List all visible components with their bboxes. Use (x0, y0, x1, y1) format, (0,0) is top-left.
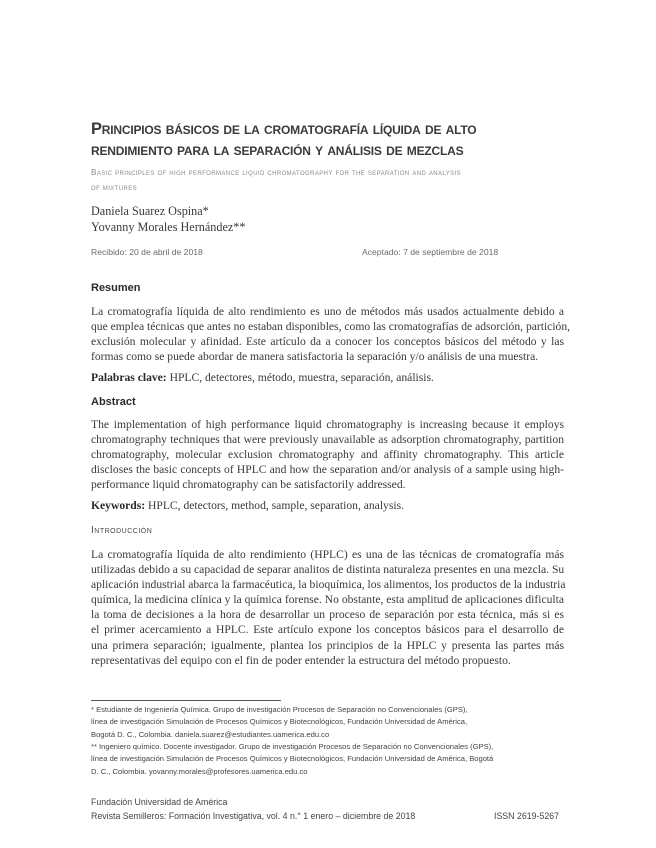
introduccion-line: aplicación industrial abarca la farmacéutica, la bioquímica, los alimentos, los productos de la industria (91, 578, 566, 592)
footer-issn: ISSN 2619-5267 (494, 811, 560, 821)
abstract-line: The implementation of high performance liquid chromatography is increasing because it employs (91, 418, 564, 431)
introduccion-line: La cromatografía líquida de alto rendimiento (HPLC) es una de las técnicas de cromatografía más (91, 548, 564, 561)
resumen-line: formas como se puede abordar de manera satisfactoria la separación y/o análisis de una muestra. (91, 350, 539, 364)
footnote-line: Bogotá D. C., Colombia. daniela.suarez@estudiantes.uamerica.edu.co (91, 729, 330, 739)
keywords-values: HPLC, detectors, method, sample, separation, analysis. (148, 499, 404, 512)
footnote-1 (91, 704, 566, 741)
article-title (91, 119, 571, 161)
subtitle-line-2: of mixtures (91, 183, 138, 192)
abstract-line: chromatography, molecular exclusion chromatography and affinity chromatography. This article (91, 448, 564, 462)
accepted-date: Aceptado: 7 de septiembre de 2018 (362, 247, 499, 257)
article-title-line-1: Principios básicos de la cromatografía líquida de alto (91, 120, 477, 138)
author-list (91, 203, 245, 235)
palabras-clave (91, 370, 564, 385)
footnote-line: línea de investigación Simulación de Procesos Químicos y Biotecnológicos, Fundación Universidad de América, (91, 717, 468, 727)
abstract-heading: Abstract (91, 396, 136, 408)
footnote-line: ** Ingeniero químico. Docente investigador. Grupo de investigación Procesos de Separación no Convencionales (GPS), (91, 742, 494, 751)
author-1: Daniela Suarez Ospina* (91, 204, 209, 218)
footnote-line: línea de investigación Simulación de Procesos Químicos y Biotecnológicos, Fundación Universidad de América, Bogotá (91, 754, 494, 764)
abstract-paragraph (91, 417, 564, 492)
abstract-line: performance liquid chromatography can be satisfactorily addressed. (91, 478, 406, 492)
footnote-divider (91, 700, 281, 701)
article-subtitle-english (91, 165, 571, 195)
author-2: Yovanny Morales Hernández** (91, 220, 246, 234)
footnote-2 (91, 741, 566, 778)
footnote-line: * Estudiante de Ingeniería Química. Grupo de investigación Procesos de Separación no Convencionales (GPS), (91, 705, 468, 714)
received-date: Recibido: 20 de abril de 2018 (91, 247, 203, 257)
subtitle-line-1: Basic principles of high performance liquid chromatography for the separation and analysis (91, 168, 461, 177)
introduccion-line: el primer acercamiento a HPLC. Este artículo expone los conceptos básicos para el desarrollo de (91, 623, 564, 637)
introduccion-line: utilizadas debido a su capacidad de separar analitos de distinta naturaleza presentes en una mezcla. Su (91, 563, 565, 577)
introduccion-paragraph (91, 547, 564, 668)
introduccion-line: química, la medicina clínica y la química forense. No obstante, esta amplitud de aplicaciones dificulta (91, 593, 564, 607)
resumen-paragraph (91, 304, 571, 364)
introduccion-line: una primera separación; igualmente, plantea los principios de la HPLC y presenta las partes más (91, 638, 564, 652)
resumen-line: exclusión molecular y afinidad. Este artículo da a conocer los conceptos básicos del método y las (91, 335, 564, 349)
introduccion-line: la toma de decisiones a la hora de desarrollar un proceso de separación por esta técnica, más si es (91, 608, 564, 622)
keywords (91, 498, 564, 513)
palabras-clave-values: HPLC, detectores, método, muestra, separación, análisis. (169, 371, 434, 384)
footer-institution: Fundación Universidad de América (91, 797, 228, 807)
introduccion-heading: Introducción (91, 525, 153, 536)
footnote-line: D. C., Colombia. yovanny.morales@profesores.uamerica.edu.co (91, 766, 308, 776)
resumen-heading: Resumen (91, 282, 141, 294)
palabras-clave-label: Palabras clave: (91, 371, 167, 384)
introduccion-line: representativas del equipo con el fin de poder entender la estructura del método propuesto. (91, 653, 511, 667)
abstract-line: discloses the basic concepts of HPLC and how the separation and/or analysis of a sample using high- (91, 463, 564, 477)
article-title-line-2: rendimiento para la separación y análisis de mezclas (91, 141, 464, 159)
footer-journal: Revista Semilleros: Formación Investigativa, vol. 4 n.° 1 enero – diciembre de 2018 (91, 811, 416, 821)
keywords-label: Keywords: (91, 499, 146, 512)
resumen-line: que emplea técnicas que antes no estaban disponibles, como las cromatografías de adsorción, partición, (91, 320, 571, 334)
resumen-line: La cromatografía líquida de alto rendimiento es uno de métodos más usados actualmente debido a (91, 305, 564, 318)
abstract-line: chromatography techniques that were previously unavailable as adsorption chromatography, partition (91, 433, 564, 447)
